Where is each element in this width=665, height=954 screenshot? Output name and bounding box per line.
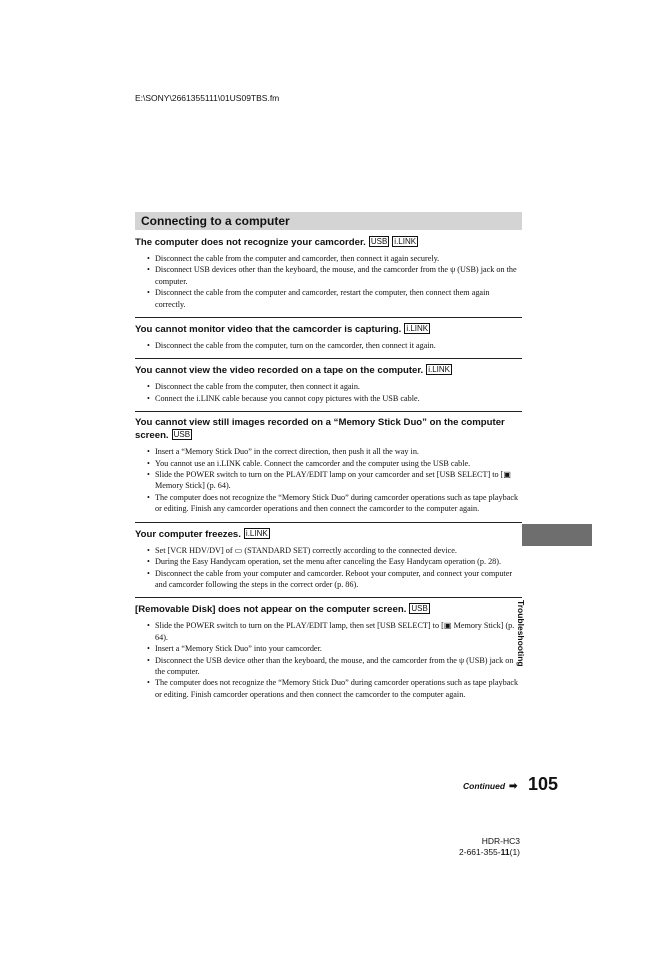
topic-heading	[135, 528, 522, 541]
topic-heading-text: [Removable Disk] does not appear on the computer screen.	[135, 604, 407, 616]
connection-badge: i.LINK	[406, 324, 429, 334]
bullet-item: • Disconnect the cable from the computer and camcorder, then connect it again securely.	[155, 253, 522, 264]
chapter-tab	[522, 524, 592, 546]
continued-label: Continued	[463, 781, 506, 791]
topic-heading	[135, 364, 522, 377]
topic-heading	[135, 417, 522, 442]
topic-heading	[135, 236, 522, 249]
bullet-item: • Insert a “Memory Stick Duo” into your camcorder.	[155, 643, 522, 654]
bullet-item: • Disconnect the cable from your computer and camcorder. Reboot your computer, and connect your computer and camcorder following the steps in the correct order (p. 86).	[155, 568, 522, 591]
topic-section	[135, 358, 522, 404]
connection-badge: USB	[370, 237, 388, 246]
connection-badge: USB	[411, 604, 428, 614]
topic-list	[135, 236, 522, 707]
topic-heading-text: The computer does not recognize your camcorder.	[135, 237, 366, 248]
topic-section	[135, 597, 522, 700]
bullet-item: • Set [VCR HDV/DV] of ▭ (STANDARD SET) correctly according to the connected device.	[155, 545, 522, 556]
bullet-item: • During the Easy Handycam operation, set the menu after canceling the Easy Handycam operation (p. 28).	[155, 556, 522, 567]
bullet-item: • Connect the i.LINK cable because you cannot copy pictures with the USB cable.	[155, 393, 522, 404]
bullet-item: • The computer does not recognize the “Memory Stick Duo” during camcorder operations such as tape playback or editing. Finish camcorder operations and then connect the camcorder to the computer again.	[155, 677, 522, 700]
bullet-list	[135, 253, 522, 310]
topic-heading	[135, 323, 522, 336]
model-name: HDR-HC3	[481, 836, 520, 846]
topic-section	[135, 522, 522, 591]
topic-heading	[135, 603, 522, 616]
continued-arrow-icon: ➡	[509, 781, 518, 792]
bullet-item: • The computer does not recognize the “Memory Stick Duo” during camcorder operations such as tape playback or editing. Finish any camcorder operations and then connect the camcorder to the computer again.	[155, 492, 522, 515]
file-path: E:\SONY\2661355111\01US09TBS.fm	[135, 93, 280, 103]
bullet-item: • You cannot use an i.LINK cable. Connect the camcorder and the computer using the USB cable.	[155, 458, 522, 469]
bullet-item: • Insert a “Memory Stick Duo” in the correct direction, then push it all the way in.	[155, 446, 522, 457]
bullet-item: • Disconnect the cable from the computer, turn on the camcorder, then connect it again.	[155, 340, 522, 351]
topic-section	[135, 236, 522, 310]
bullet-list	[135, 446, 522, 514]
bullet-list	[135, 620, 522, 700]
bullet-list	[135, 381, 522, 404]
topic-section	[135, 317, 522, 351]
bullet-item: • Slide the POWER switch to turn on the PLAY/EDIT lamp, then set [USB SELECT] to [▣ Memory Stick] (p. 64).	[155, 620, 522, 643]
document-code	[459, 847, 520, 857]
bullet-list	[135, 340, 522, 351]
doc-code-suffix: (1)	[509, 847, 520, 857]
chapter-tab-label: Troubleshooting	[516, 600, 526, 667]
topic-heading-text: You cannot monitor video that the camcorder is capturing.	[135, 324, 402, 336]
page-number: 105	[528, 774, 559, 794]
connection-badge: USB	[173, 430, 191, 440]
topic-heading-text: You cannot view still images recorded on a “Memory Stick Duo” on the computer screen.	[135, 417, 505, 442]
bullet-item: • Disconnect the cable from the computer and camcorder, restart the computer, then connect them again correctly.	[155, 287, 522, 310]
bullet-item: • Slide the POWER switch to turn on the PLAY/EDIT lamp on your camcorder and set [USB SELECT] to [▣ Memory Stick] (p. 64).	[155, 469, 522, 492]
topic-section	[135, 411, 522, 514]
topic-heading-text: You cannot view the video recorded on a tape on the computer.	[135, 365, 424, 377]
bullet-item: • Disconnect the cable from the computer, then connect it again.	[155, 381, 522, 392]
bullet-item: • Disconnect the USB device other than the keyboard, the mouse, and the camcorder from the ψ (USB) jack on the computer.	[155, 655, 522, 678]
connection-badge: i.LINK	[394, 237, 417, 246]
connection-badge: i.LINK	[245, 528, 268, 538]
section-title: Connecting to a computer	[141, 214, 290, 228]
connection-badge: i.LINK	[428, 365, 451, 375]
doc-code-prefix: 2-661-355-	[459, 847, 501, 857]
section-header	[135, 212, 522, 230]
doc-code-bold: 11	[500, 847, 510, 857]
bullet-list	[135, 545, 522, 591]
bullet-item: • Disconnect USB devices other than the keyboard, the mouse, and the camcorder from the ψ (USB) jack on the computer.	[155, 264, 522, 287]
topic-heading-text: Your computer freezes.	[135, 528, 241, 540]
